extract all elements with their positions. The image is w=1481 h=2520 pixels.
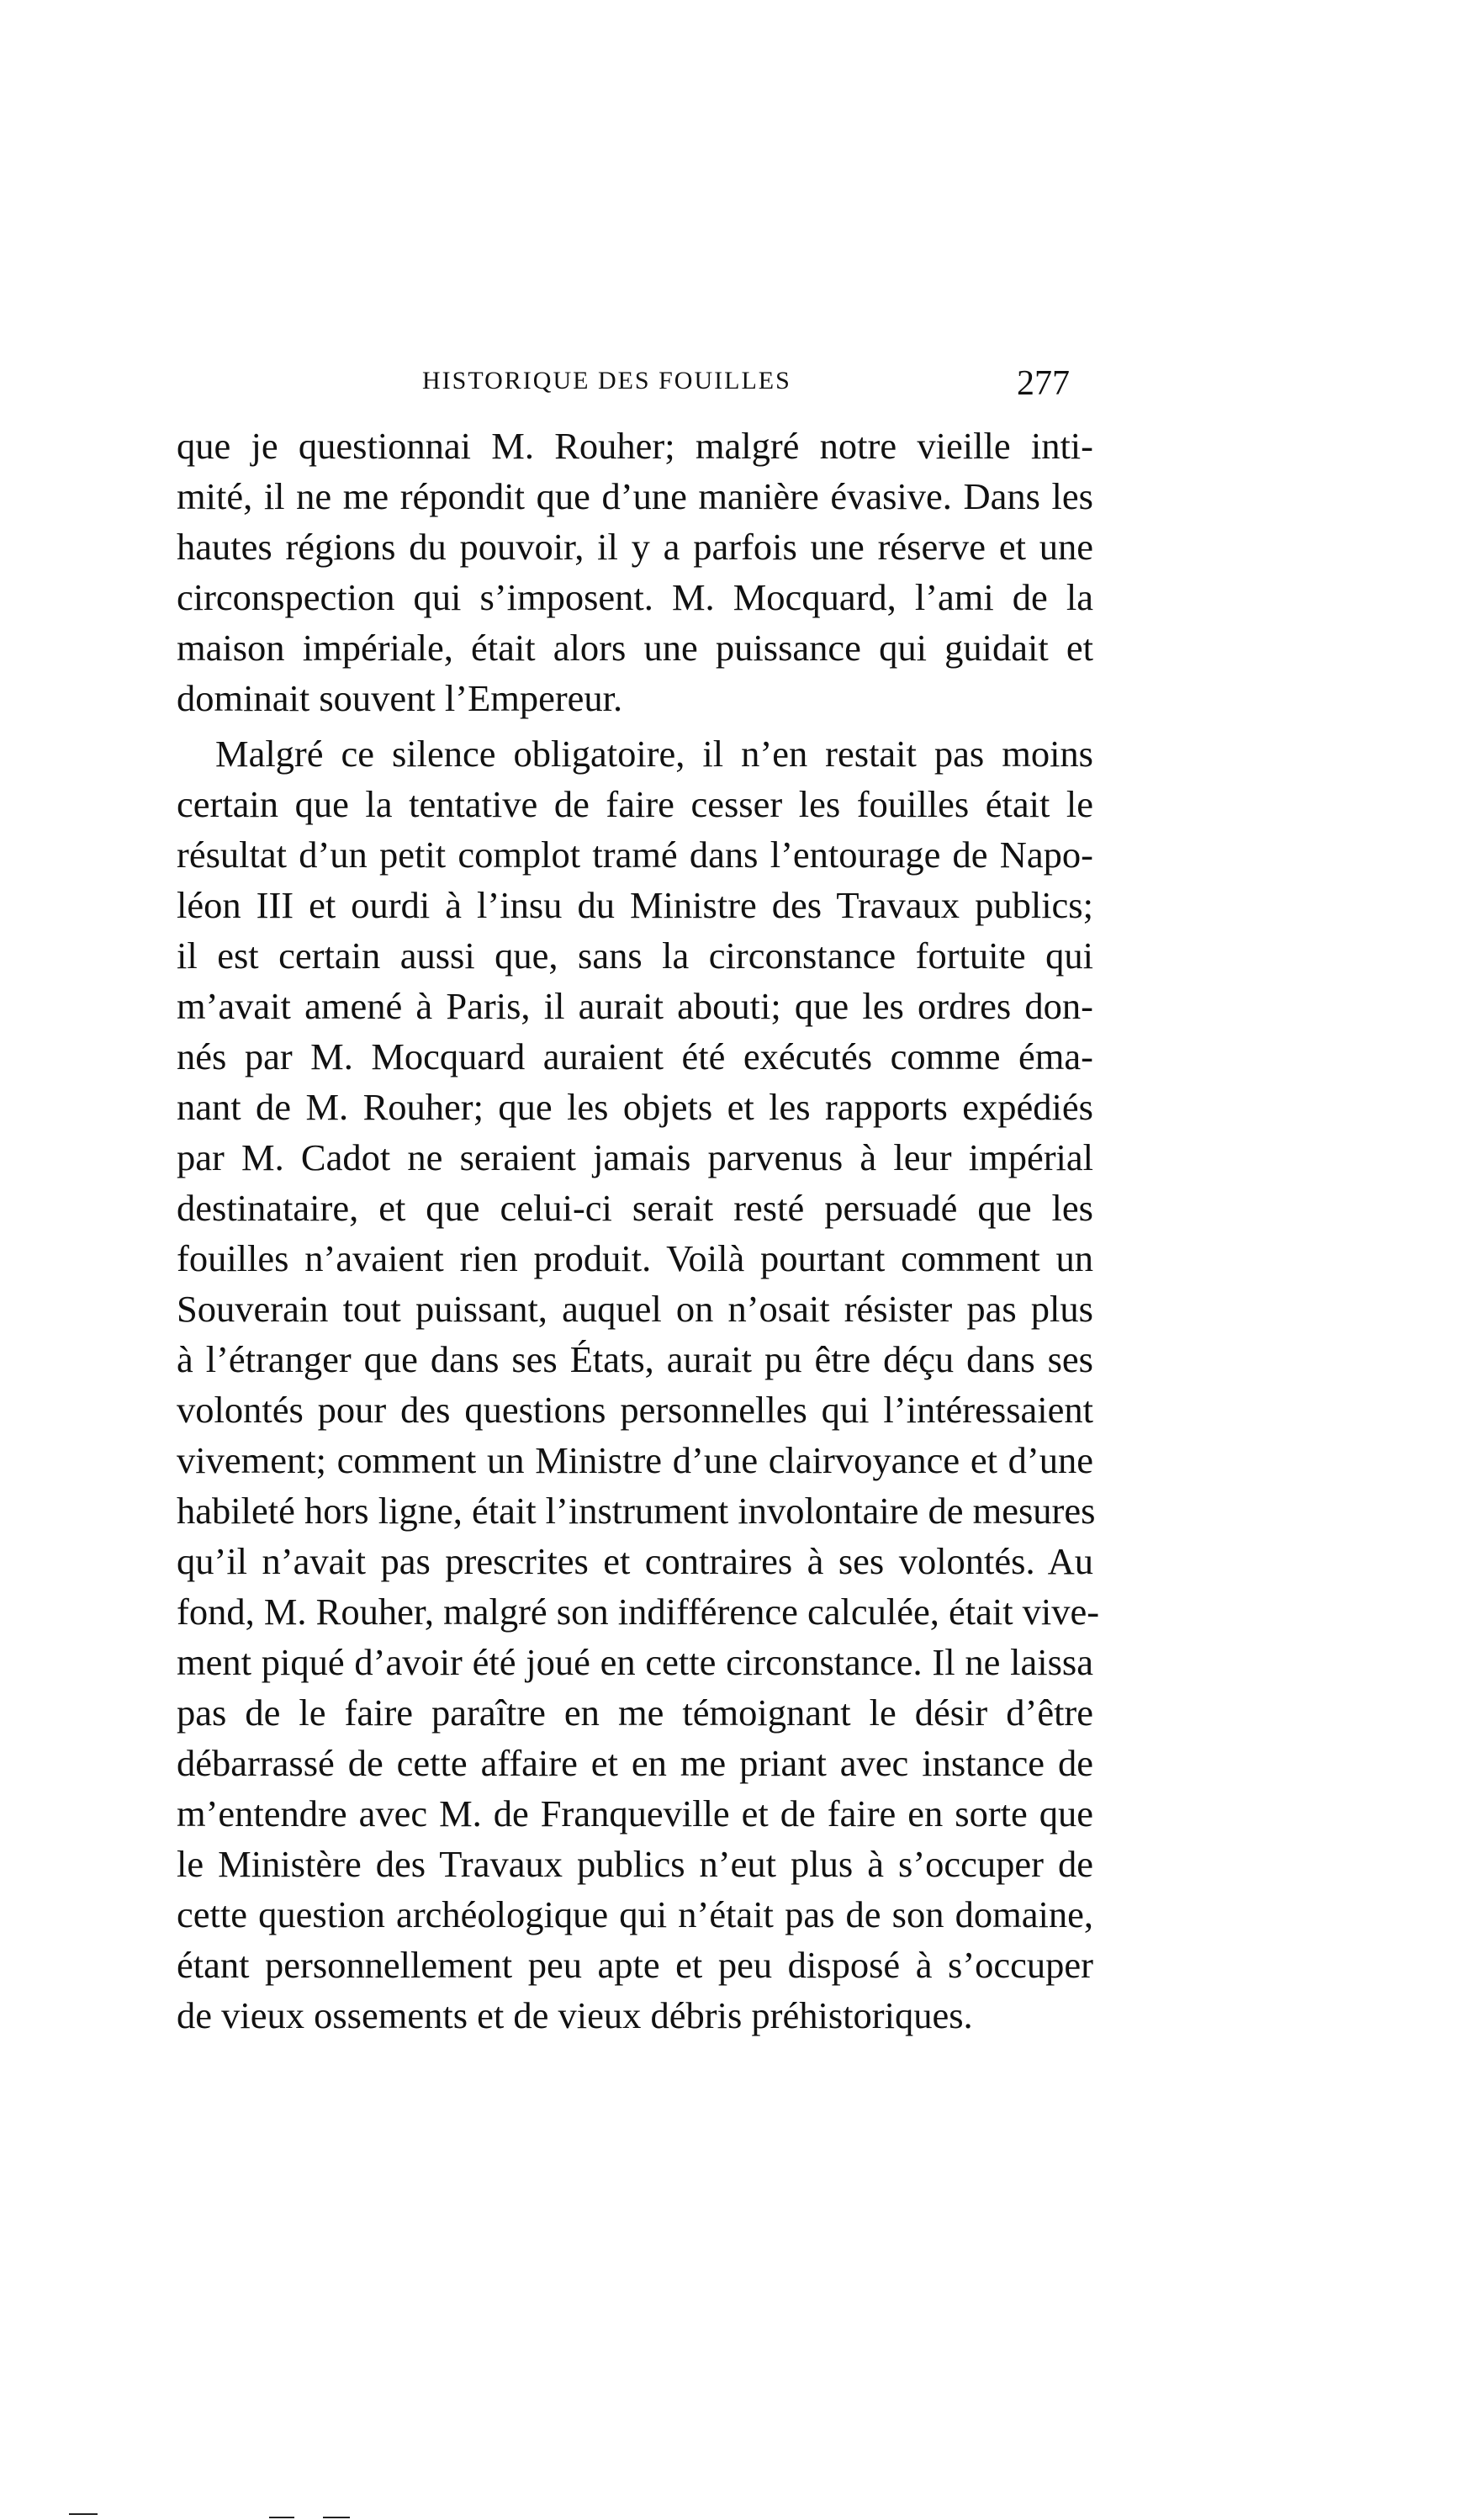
text-line: qu’il n’avait pas prescrites et contraires à ses volontés. Au [177,1540,1093,1582]
text-line: il est certain aussi que, sans la circonstance fortuite qui [177,934,1093,977]
text-line: ment piqué d’avoir été joué en cette circonstance. Il ne laissa [177,1641,1093,1683]
text-line: étant personnellement peu apte et peu disposé à s’occuper [177,1944,1093,1986]
text-line: Malgré ce silence obligatoire, il n’en restait pas moins [215,733,1093,775]
text-line: mité, il ne me répondit que d’une manière évasive. Dans les [177,475,1093,517]
text-line: habileté hors ligne, était l’instrument involontaire de mesures [177,1490,1096,1532]
text-line: m’avait amené à Paris, il aurait abouti; que les ordres don- [177,985,1093,1027]
text-line: m’entendre avec M. de Franqueville et de faire en sorte que [177,1792,1093,1834]
paragraph-1 [177,421,1093,723]
running-head [177,363,1093,405]
running-title: HISTORIQUE DES FOUILLES [422,367,791,394]
text-line: hautes régions du pouvoir, il y a parfois une réserve et une [177,526,1093,568]
text-line: à l’étranger que dans ses États, aurait pu être déçu dans ses [177,1338,1093,1380]
text-line: le Ministère des Travaux publics n’eut plus à s’occuper de [177,1843,1093,1885]
paragraph-2 [177,728,1100,2041]
text-line: débarrassé de cette affaire et en me priant avec instance de [177,1742,1093,1784]
text-line: résultat d’un petit complot tramé dans l’entourage de Napo- [177,834,1093,876]
text-line: nant de M. Rouher; que les objets et les rapports expédiés [177,1086,1093,1128]
text-line: léon III et ourdi à l’insu du Ministre des Travaux publics; [177,884,1093,926]
scan-mark [269,2517,294,2518]
text-line: destinataire, et que celui-ci serait resté persuadé que les [177,1187,1093,1229]
body-text [177,421,1100,2041]
text-line: circonspection qui s’imposent. M. Mocquard, l’ami de la [177,576,1093,618]
page-number: 277 [1017,364,1070,403]
text-line: maison impériale, était alors une puissance qui guidait et [177,627,1093,669]
text-line: de vieux ossements et de vieux débris préhistoriques. [177,1994,973,2036]
scan-mark [69,2513,98,2515]
text-line: dominait souvent l’Empereur. [177,677,623,719]
text-line: fouilles n’avaient rien produit. Voilà pourtant comment un [177,1237,1093,1279]
text-line: nés par M. Mocquard auraient été exécutés comme éma- [177,1035,1093,1077]
scan-mark [323,2517,350,2518]
text-line: cette question archéologique qui n’était pas de son domaine, [177,1893,1093,1935]
text-line: vivement; comment un Ministre d’une clairvoyance et d’une [177,1439,1093,1481]
text-line: fond, M. Rouher, malgré son indifférence calculée, était vive- [177,1591,1100,1633]
text-line: certain que la tentative de faire cesser les fouilles était le [177,783,1093,825]
text-line: pas de le faire paraître en me témoignant le désir d’être [177,1691,1093,1734]
text-line: volontés pour des questions personnelles qui l’intéressaient [177,1389,1093,1431]
text-line: par M. Cadot ne seraient jamais parvenus à leur impérial [177,1136,1093,1178]
text-line: Souverain tout puissant, auquel on n’osait résister pas plus [177,1288,1093,1330]
text-line: que je questionnai M. Rouher; malgré notre vieille inti- [177,425,1093,467]
